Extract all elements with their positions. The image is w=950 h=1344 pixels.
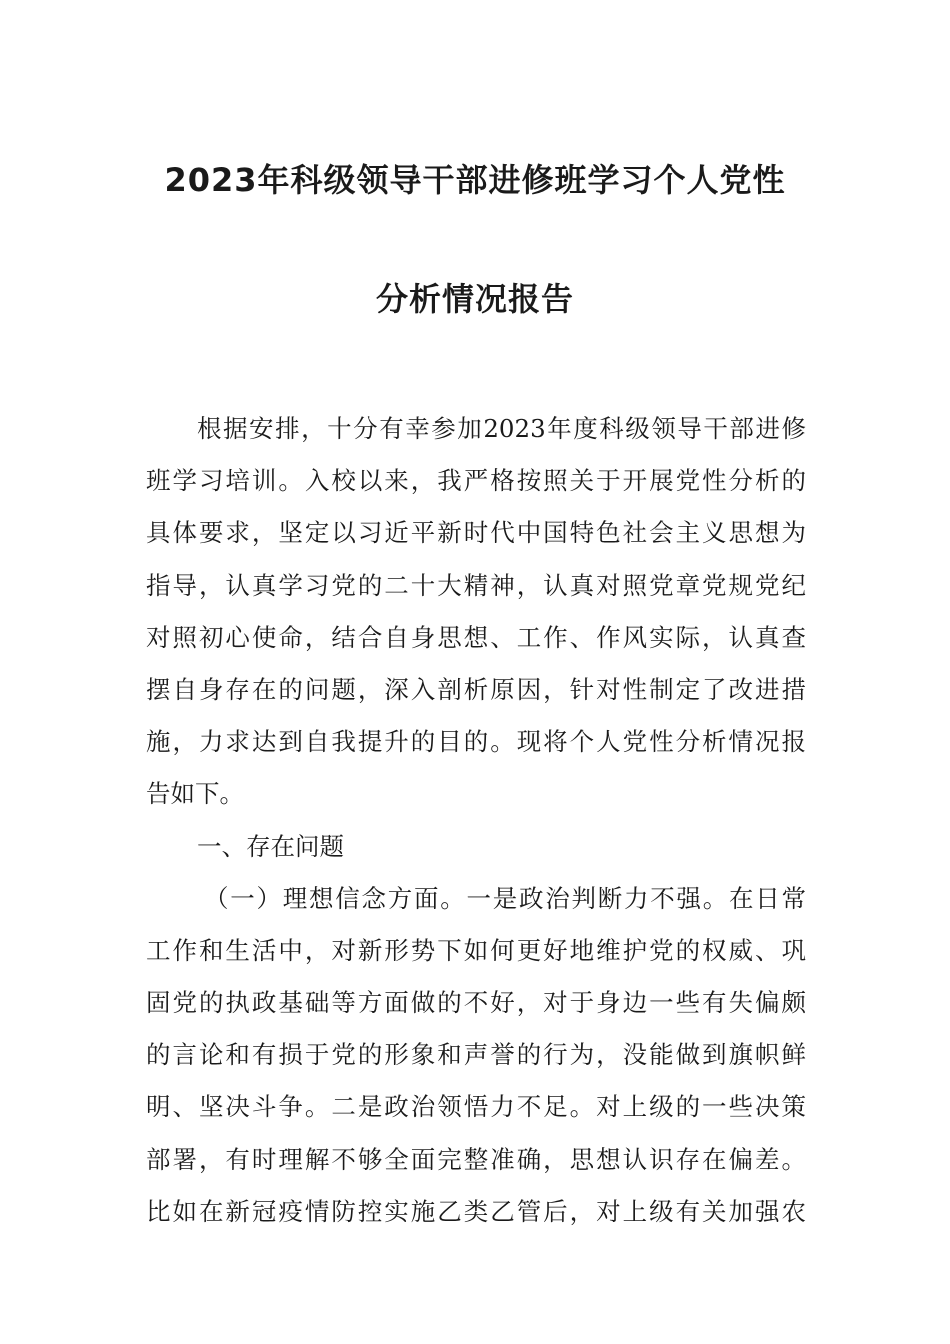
- document-body: [146, 403, 806, 1238]
- paragraph-1-line: 班学习培训。入校以来，我严格按照关于开展党性分析的: [146, 466, 806, 496]
- paragraph-2-line: 明、坚决斗争。二是政治领悟力不足。对上级的一些决策: [146, 1092, 806, 1122]
- paragraph-2-line: （一）理想信念方面。一是政治判断力不强。在日常: [204, 883, 806, 913]
- paragraph-2-line: 比如在新冠疫情防控实施乙类乙管后，对上级有关加强农: [146, 1196, 806, 1226]
- paragraph-1-line: 施，力求达到自我提升的目的。现将个人党性分析情况报: [146, 727, 806, 757]
- paragraph-2-line: 工作和生活中，对新形势下如何更好地维护党的权威、巩: [146, 935, 806, 965]
- paragraph-2-line: 部署，有时理解不够全面完整准确，思想认识存在偏差。: [146, 1144, 806, 1174]
- paragraph-1-line: 告如下。: [146, 779, 244, 809]
- paragraph-1-line: 摆自身存在的问题，深入剖析原因，针对性制定了改进措: [146, 674, 806, 704]
- section-heading: 一、存在问题: [197, 831, 344, 861]
- paragraph-2-line: 固党的执政基础等方面做的不好，对于身边一些有失偏颇: [146, 988, 806, 1018]
- paragraph-1-line: 指导，认真学习党的二十大精神，认真对照党章党规党纪: [146, 570, 806, 600]
- document-title-line-2: 分析情况报告: [375, 280, 574, 318]
- document-title-line-1: 2023年科级领导干部进修班学习个人党性: [164, 161, 786, 199]
- paragraph-2-line: 的言论和有损于党的形象和声誉的行为，没能做到旗帜鲜: [146, 1040, 806, 1070]
- paragraph-1-line: 对照初心使命，结合自身思想、工作、作风实际，认真查: [146, 622, 806, 652]
- paragraph-1-line: 根据安排，十分有幸参加2023年度科级领导干部进修: [197, 414, 806, 443]
- paragraph-1-line: 具体要求，坚定以习近平新时代中国特色社会主义思想为: [146, 518, 806, 548]
